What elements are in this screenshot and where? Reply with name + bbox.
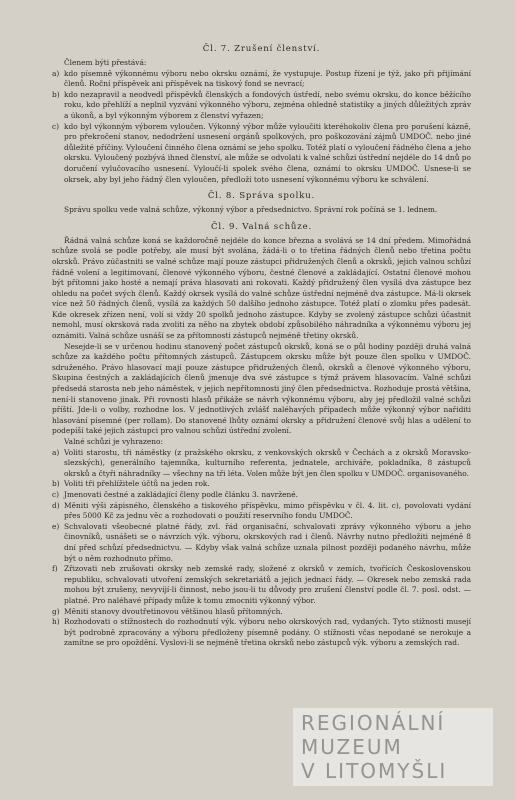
- list-item: h) Rozhodovati o stížnostech do rozhodnutí výk. výboru nebo okrskových rad, vydaných. Tyto stížnosti musejí být podrobně zpracovány a výboru předloženy písemně podány. O stížnosti včas nepodané se nerokuje a zamítne se pro opoždění. Vyslovi-li se nejméně třetina okrsků nebo zástupců výk. výboru a zemských rad.: [52, 617, 471, 648]
- list-item: b) kdo nezapravil a neodvedl příspěvků členských a fondových ústředí, nebo svému okrsku, do konce běžícího roku, kdo přehlíží a neplnil vyzvání výkonného výboru, zejména ohledně statistiky a jiných důležitých zpráv a úkonů, a byl výkonným výborem z členství vyřazen;: [52, 89, 471, 120]
- section-7-list: [52, 69, 471, 186]
- list-item: c) kdo byl výkonným výborem vyloučen. Výkonný výbor může vyloučiti kteréhokoliv člena pro porušení kázně, pro překročení stanov, nedodržení usnesení orgánů spolkových, pro poškozování zájmů UMDOČ. nebo jiné důležité příčiny. Vyloučení činného člena oznámí se jeho spolku. Totéž platí o vyloučení řádného člena a jeho okrsku. Vyloučený pozbývá ihned členství, ale může se odvolati k valné schůzi ústřední nejdéle do 14 dnů po doručení vylučovacího usnesení. Vyloučí-li spolek svého člena, oznámí to okrsku UMDOČ. Usnese-li se okrsek, aby byl jeho řádný člen vyloučen, předloží toto usnesení výkonnému výboru ke schválení.: [52, 121, 471, 184]
- section-7-intro: Členem býti přestává:: [64, 58, 147, 67]
- section-9-paragraph-1: Řádná valná schůze koná se každoročně nejdéle do konce března a svolává se 14 dní předem. Mimořádná schůze svolá se podle potřeby, ale musí být svolána, žádá-li o to třetina řádných členů nebo třetina počtu okrsků. Právo zúčastniti se valné schůze mají pouze zástupci přidružených členů a okrsků, jejich valnou schůzí řádně volení a legitimovaní, členové výkonného výboru, čestné členové a zakládající. Ostatní členové mohou být přítomni jako hosté a nemají práva hlasovati ani rokovati. Každý přidružený člen vysílá dva zástupce bez ohledu na počet svých členů. Každý okrsek vysílá do valné schůze ústřední nejméně dva zástupce. Má-li okrsek více než 50 řádných členů, vysílá za každých 50 dalšího jednoho zástupce. Totéž platí o zlomku přes padesát. Kde okresek zřízen není, volí si vždy 20 spolků jednoho zástupce. Kdyby se zvolený zástupce schůzi účastnit nemohl, musí okrsková rada zvoliti za něho na zbytek období způsobilého náhradníka a výkonnému výboru jej oznámiti. Valná schůze usnáší se za přítomnosti zástupců nejméně třetiny okrsků.: [52, 235, 471, 341]
- list-item: a) kdo písemně výkonnému výboru nebo okrsku oznámí, že vystupuje. Postup řízení je týž, jako při přijímání členů. Roční příspěvek ani příspěvek na tiskový fond se nevrací;: [52, 68, 471, 89]
- list-item: f) Zřizovati neb zrušovati okrsky neb zemské rady, složené z okrsků v zemích, tvořících Československou republiku, schvalovati utvoření zemských sekretariátů a jejich jednací řády. — Okresek nebo zemská rada mohou být zrušeny, nevyvíjí-li činnost, nebo jsou-li tu důvody pro zrušení členství podle čl. 7. posl. odst. — platné. Pro naléhavé případy může k tomu zmocniti výkonný výbor.: [52, 564, 471, 605]
- list-item: b) Voliti tři přehlížitele účtů na jeden rok.: [52, 479, 210, 489]
- section-7-heading: Čl. 7. Zrušení členství.: [202, 44, 321, 54]
- section-8-text: Správu spolku vede valná schůze, výkonný výbor a předsednictvo. Správní rok počíná se 1. lednem.: [64, 205, 438, 215]
- watermark-line: REGIONÁLNÍ: [301, 711, 446, 735]
- section-9-intro: Valné schůzi je vyhrazeno:: [64, 437, 164, 446]
- section-9-list: [52, 448, 471, 649]
- list-item: d) Měniti výši zápisného, členského a tiskového příspěvku, mimo příspěvku v čl. 4. lit. c), povolovati vydání přes 5000 Kč za jednu věc a rozhodovati o použití reservního fondu UMDOČ.: [52, 500, 471, 521]
- museum-watermark: [293, 708, 493, 786]
- section-9-heading: Čl. 9. Valná schůze.: [210, 221, 313, 232]
- section-8-heading: Čl. 8. Správa spolku.: [207, 191, 316, 202]
- list-item: a) Voliti starostu, tři náměstky (z pražského okrsku, z venkovských okrsků v Čechách a z okrsků Moravsko-slezských), generálního tajemníka, kulturního referenta, jednatele, archiváře, pokladníka, 8 zástupců okrsků a čtyři náhradníky — všechny na tři léta. Volen může být jen člen spolku v UMDOČ. organisovaného.: [52, 447, 471, 478]
- list-item: e) Schvalovati všeobecné platné řády, zvl. řád organisační, schvalovati zprávy výkonného výboru a jeho činovníků, usnášeti se o návrzích výk. výboru, okrskových rad i členů. Návrhy nutno předložiti nejméně 8 dní před schůzí předsednictvu. — Kdyby však valná schůze uznala pilnost později podaného návrhu, může být o něm rozhodnuto přímo.: [52, 521, 471, 563]
- watermark-line: V LITOMYŠLI: [301, 759, 448, 783]
- list-item: g) Měniti stanovy dvoutřetinovou většinou hlasů přítomných.: [52, 606, 283, 616]
- watermark-line: MUZEUM: [301, 735, 403, 759]
- section-9-paragraph-2: Nesejde-li se v určenou hodinu stanovený počet zástupců okrsků, koná se o půl hodiny později druhá valná schůze za každého počtu přítomných zástupců. Zástupcem okrsku může být pouze člen spolku v UMDOČ. sdruženého. Právo hlasovací mají pouze zástupce přidružených členů, okrsků a členové výkonného výboru, Skupina čestných a zakládajících členů jmenuje dva své zástupce s týmž právem hlasovacím. Valné schůzi předsedá starosta neb jeho náměstek, v jejich nepřítomnosti jiný člen předsednictva. Rozhoduje prostá většina, není-li stanoveno jinak. Při rovnosti hlasů přikáže se návrh výkonnému výboru, aby jej předložil valné schůzi příští. Jde-li o volby, rozhodne los. V jednotlivých zvlášť naléhavých případech může výkonný výbor nařiditi hlasování písemné (per rollam). Do stanovené lhůty oznámí okrsky a přidružení členové svůj hlas a udělení to podepíší také jejich zástupci pro valnou schůzi ústřední zvolení.: [52, 341, 471, 436]
- list-item: c) Jmenovati čestné a zakládající členy podle článku 3. navržené.: [52, 489, 298, 499]
